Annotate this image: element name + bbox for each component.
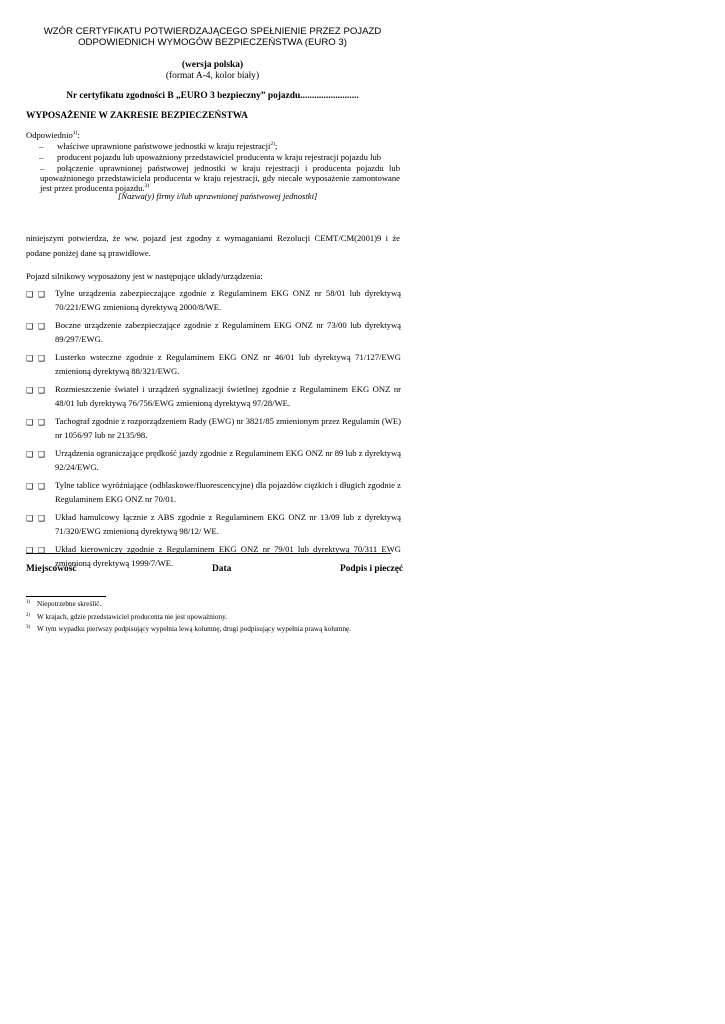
section-heading: WYPOSAŻENIE W ZAKRESIE BEZPIECZEŃSTWA [26, 111, 248, 121]
option-1 [39, 141, 397, 151]
option-dash: – [40, 163, 45, 173]
checkbox-pair-icon[interactable]: ❑ ❑ [26, 514, 46, 523]
place-label: Miejscowość [26, 564, 77, 574]
footnote-text: W krajach, gdzie przedstawiciel producenta nie jest upoważniony. [37, 613, 227, 621]
version-label: (wersja polska) [181, 60, 244, 70]
applicable-text: Odpowiednio [26, 130, 73, 140]
document-title [40, 26, 385, 48]
signature-label: Podpis i pieczęć [340, 564, 404, 574]
item-text: Urządzenia ograniczające prędkość jazdy zgodnie z Regulaminem EKG ONZ nr 89 lub z dyrektywą 92/24/EWG. [55, 448, 401, 472]
footnote-mark: 3) [26, 625, 31, 630]
list-item [26, 478, 401, 506]
list-item [26, 350, 401, 378]
title-line-2: ODPOWIEDNICH WYMOGÓW BEZPIECZEŃSTWA (EURO 3) [78, 37, 347, 48]
checkbox-pair-icon[interactable]: ❑ ❑ [26, 290, 46, 299]
option-text: połączenie uprawnionej państwowej jednostki w kraju rejestracji i producenta pojazdu lub upoważnionego przedstawiciela producenta w kraju rejestracji, gdy niecałe wyposażenie zamontowane jest przez producenta pojazdu. [40, 163, 400, 193]
certificate-number: Nr certyfikatu zgodności B „EURO 3 bezpieczny” pojazdu......................... [66, 91, 359, 101]
option-dash: – [39, 152, 44, 162]
applicable-footnote-ref: 1) [72, 130, 78, 137]
company-placeholder: [Nazwa(y) firmy i/lub uprawnionej państwowej jednostki] [118, 191, 318, 201]
option-footnote-ref: 2) [270, 141, 275, 148]
date-label: Data [212, 564, 232, 574]
version-block [0, 60, 425, 82]
list-item [26, 382, 401, 410]
item-text: Lusterko wsteczne zgodnie z Regulaminem EKG ONZ nr 46/01 lub dyrektywą 71/127/EWG zmienioną dyrektywą 88/321/EWG. [55, 352, 401, 376]
checkbox-pair-icon[interactable]: ❑ ❑ [26, 546, 46, 555]
item-text: Tylne tablice wyróżniające (odblaskowe/fluorescencyjne) dla pojazdów ciężkich i długich zgodnie z Regulaminem EKG ONZ nr 70/01. [55, 480, 401, 504]
option-2 [39, 152, 397, 162]
equipment-list [26, 286, 404, 574]
signature-divider [26, 553, 391, 554]
list-item [26, 318, 401, 346]
option-tail: ; [274, 141, 278, 151]
title-line-1: WZÓR CERTYFIKATU POTWIERDZAJĄCEGO SPEŁNIENIE PRZEZ POJAZD [43, 26, 382, 37]
item-text: Tylne urządzenia zabezpieczające zgodnie z Regulaminem EKG ONZ nr 58/01 lub dyrektywą 70/221/EWG zmienioną dyrektywą 2000/8/WE. [55, 288, 401, 312]
item-text: Układ hamulcowy łącznie z ABS zgodnie z Regulaminem EKG ONZ nr 13/09 lub z dyrektywą 71/320/EWG zmienioną dyrektywą 98/12/ WE. [55, 512, 401, 536]
item-text: Układ kierowniczy zgodnie z Regulaminem EKG ONZ nr 79/01 lub dyrektywą 70/311 EWG zmienioną dyrektywą 1999/7/WE. [55, 544, 401, 568]
option-3 [40, 163, 400, 193]
checkbox-pair-icon[interactable]: ❑ ❑ [26, 482, 46, 491]
applicable-label [26, 130, 80, 140]
format-label: (format A-4, kolor biały) [165, 71, 260, 81]
footnote-text: W tym wypadku pierwszy podpisujący wypełnia lewą kolumnę, drugi podpisujący wypełnia prawą kolumnę. [37, 625, 352, 633]
list-item [26, 414, 401, 442]
checkbox-pair-icon[interactable]: ❑ ❑ [26, 418, 46, 427]
option-text: właściwe uprawnione państwowe jednostki w kraju rejestracji [57, 141, 271, 151]
footnote-mark: 2) [26, 613, 31, 618]
list-item [26, 286, 401, 314]
checkbox-pair-icon[interactable]: ❑ ❑ [26, 450, 46, 459]
footnote-text: Niepotrzebne skreślić. [37, 600, 102, 608]
list-item [26, 446, 401, 474]
footnote-divider [26, 596, 106, 597]
item-text: Tachograf zgodnie z rozporządzeniem Rady (EWG) nr 3821/85 zmienionym przez Regulamin (WE) nr 1056/97 lub nr 2135/98. [55, 416, 401, 440]
list-item [26, 510, 401, 538]
checkbox-pair-icon[interactable]: ❑ ❑ [26, 322, 46, 331]
checkbox-pair-icon[interactable]: ❑ ❑ [26, 354, 46, 363]
item-text: Boczne urządzenie zabezpieczające zgodnie z Regulaminem EKG ONZ nr 73/00 lub dyrektywą 89/297/EWG. [55, 320, 401, 344]
footnote-mark: 1) [26, 600, 31, 605]
confirmation-paragraph: niniejszym potwierdza, że ww. pojazd jest zgodny z wymaganiami Rezolucji CEMT/CM(2001)9 i że podane poniżej dane są prawidłowe. [26, 233, 400, 258]
option-text: producent pojazdu lub upoważniony przedstawiciel producenta w kraju rejestracji pojazdu lub [57, 152, 382, 162]
checkbox-pair-icon[interactable]: ❑ ❑ [26, 386, 46, 395]
applicable-colon: : [77, 130, 80, 140]
option-dash: – [39, 141, 44, 151]
item-text: Rozmieszczenie świateł i urządzeń sygnalizacji świetlnej zgodnie z Regulaminem EKG ONZ nr 48/01 lub dyrektywą 76/756/EWG zmienioną dyrektywą 97/28/WE. [55, 384, 401, 408]
option-footnote-ref: 3) [144, 183, 150, 190]
equipped-intro: Pojazd silnikowy wyposażony jest w następujące układy/urządzenia: [26, 271, 263, 281]
